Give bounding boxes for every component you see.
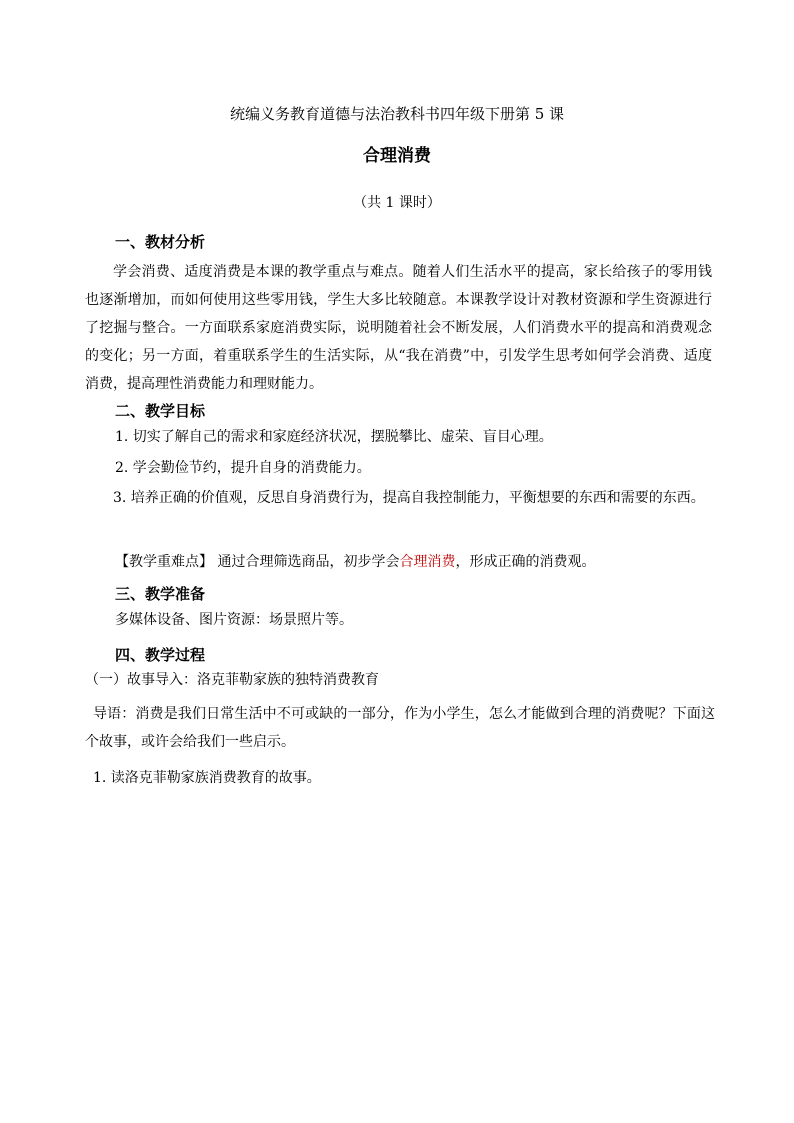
process-intro: 导语：消费是我们日常生活中不可或缺的一部分，作为小学生，怎么才能做到合理的消费呢？下面这个故事，或许会给我们一些启示。 [85, 706, 715, 750]
document-title: 合理消费 [363, 146, 431, 166]
key-difficulty-text: 通过合理筛选商品，初步学会 [213, 554, 400, 570]
goal-item-2: 2. 学会勤俭节约，提升自身的消费能力。 [115, 460, 371, 476]
key-difficulty-text-end: ，形成正确的消费观。 [455, 554, 596, 570]
goal-item-1: 1. 切实了解自己的需求和家庭经济状况，摆脱攀比、虚荣、盲目心理。 [115, 429, 553, 445]
document-subtitle: 统编义务教育道德与法治教科书四年级下册第 5 课 [229, 105, 565, 123]
section-heading-textbook-analysis: 一、教材分析 [115, 233, 206, 251]
goal-item-3: 3. 培养正确的价值观，反思自身消费行为，提高自我控制能力，平衡想要的东西和需要的东西。 [113, 490, 705, 506]
class-period: （共 1 课时） [353, 195, 441, 211]
section-heading-preparation: 三、教学准备 [115, 585, 206, 603]
textbook-analysis-paragraph: 学会消费、适度消费是本课的教学重点与难点。随着人们生活水平的提高，家长给孩子的零用钱也逐渐增加，而如何使用这些零用钱，学生大多比较随意。本课教学设计对教材资源和学生资源进行了挖掘与整合。一方面联系家庭消费实际，说明随着社会不断发展，人们消费水平的提高和消费观念的变化；另一方面，着重联系学生的生活实际，从“我在消费”中，引发学生思考如何学会消费、适度消费，提高理性消费能力和理财能力。 [85, 264, 712, 392]
key-difficulty-line [115, 552, 595, 572]
section-heading-teaching-goals: 二、教学目标 [115, 402, 206, 420]
key-difficulty-label: 【教学重难点】 [115, 554, 213, 570]
key-difficulty-highlight: 合理消费 [399, 554, 456, 570]
section-heading-teaching-process: 四、教学过程 [115, 646, 206, 664]
process-subheading: （一）故事导入：洛克菲勒家族的独特消费教育 [85, 672, 379, 688]
preparation-text: 多媒体设备、图片资源：场景照片等。 [115, 612, 353, 628]
process-item-1: 1. 读洛克菲勒家族消费教育的故事。 [93, 770, 321, 786]
